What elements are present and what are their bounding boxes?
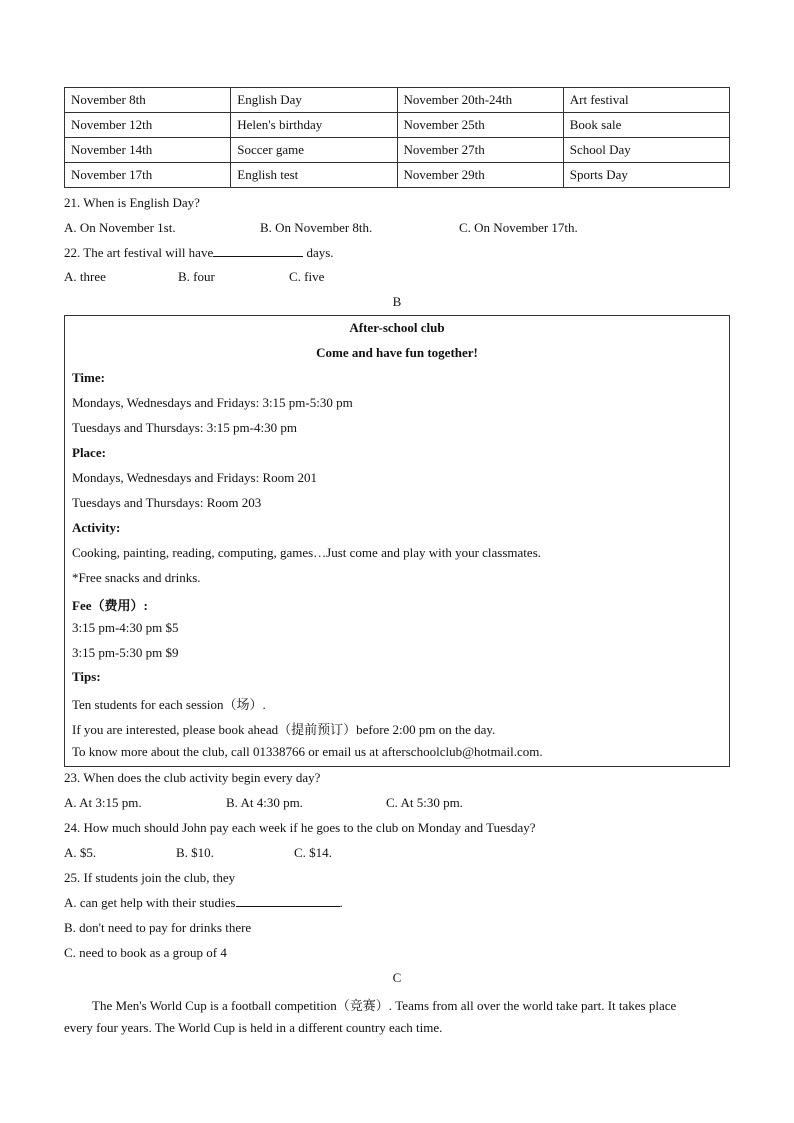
tips-line: If you are interested, please book ahead（提前预订）before 2:00 pm on the day. bbox=[72, 722, 496, 737]
table-cell: Art festival bbox=[563, 88, 729, 113]
passage-c-line-2: every four years. The World Cup is held in a different country each time. bbox=[64, 1020, 443, 1035]
q22-question-start: 22. The art festival will have bbox=[64, 245, 214, 260]
question-21: 21. When is English Day? bbox=[64, 195, 200, 210]
table-cell: November 29th bbox=[397, 163, 563, 188]
q25-option-a bbox=[64, 895, 343, 911]
table-cell: November 27th bbox=[397, 138, 563, 163]
q25-option-a-end: . bbox=[339, 895, 343, 910]
fee-line: 3:15 pm-5:30 pm $9 bbox=[72, 645, 179, 660]
table-cell: School Day bbox=[563, 138, 729, 163]
activity-line: Cooking, painting, reading, computing, games…Just come and play with your classmates. bbox=[72, 545, 542, 560]
q21-option-b: B. On November 8th. bbox=[260, 220, 373, 235]
q22-option-c: C. five bbox=[289, 269, 325, 284]
question-22 bbox=[64, 245, 334, 261]
club-subtitle: Come and have fun together! bbox=[316, 345, 478, 360]
q24-option-a: A. $5. bbox=[64, 845, 97, 860]
club-title: After-school club bbox=[349, 320, 445, 335]
q23-option-c: C. At 5:30 pm. bbox=[386, 795, 463, 810]
q22-question-end: days. bbox=[303, 245, 334, 260]
q21-option-c: C. On November 17th. bbox=[459, 220, 578, 235]
q22-option-a: A. three bbox=[64, 269, 106, 284]
q24-option-b: B. $10. bbox=[176, 845, 214, 860]
q24-option-c: C. $14. bbox=[294, 845, 332, 860]
club-notice-box bbox=[64, 315, 730, 767]
fee-line: 3:15 pm-4:30 pm $5 bbox=[72, 620, 179, 635]
passage-c-line-1: The Men's World Cup is a football competition（竞赛）. Teams from all over the world take part. It takes place bbox=[92, 998, 677, 1013]
table-cell: November 20th-24th bbox=[397, 88, 563, 113]
q23-option-a: A. At 3:15 pm. bbox=[64, 795, 142, 810]
q23-option-b: B. At 4:30 pm. bbox=[226, 795, 303, 810]
question-25: 25. If students join the club, they bbox=[64, 870, 236, 885]
table-cell: November 14th bbox=[65, 138, 231, 163]
time-line: Mondays, Wednesdays and Fridays: 3:15 pm-5:30 pm bbox=[72, 395, 353, 410]
question-24: 24. How much should John pay each week if he goes to the club on Monday and Tuesday? bbox=[64, 820, 536, 835]
section-b-label: B bbox=[392, 294, 402, 309]
section-c-label: C bbox=[392, 970, 402, 985]
time-line: Tuesdays and Thursdays: 3:15 pm-4:30 pm bbox=[72, 420, 297, 435]
table-cell: English Day bbox=[231, 88, 397, 113]
table-cell: November 12th bbox=[65, 113, 231, 138]
activity-line: *Free snacks and drinks. bbox=[72, 570, 201, 585]
place-line: Tuesdays and Thursdays: Room 203 bbox=[72, 495, 262, 510]
table-cell: November 25th bbox=[397, 113, 563, 138]
table-cell: November 17th bbox=[65, 163, 231, 188]
events-table bbox=[64, 87, 730, 188]
table-row bbox=[65, 113, 730, 138]
question-23: 23. When does the club activity begin every day? bbox=[64, 770, 321, 785]
table-cell: November 8th bbox=[65, 88, 231, 113]
table-cell: Soccer game bbox=[231, 138, 397, 163]
place-heading: Place: bbox=[72, 445, 106, 460]
fee-heading: Fee（费用）: bbox=[72, 598, 148, 613]
table-row bbox=[65, 163, 730, 188]
q25-option-a-text: A. can get help with their studies bbox=[64, 895, 236, 910]
q25-option-b: B. don't need to pay for drinks there bbox=[64, 920, 252, 935]
activity-heading: Activity: bbox=[72, 520, 121, 535]
place-line: Mondays, Wednesdays and Fridays: Room 201 bbox=[72, 470, 317, 485]
table-row bbox=[65, 138, 730, 163]
table-cell: English test bbox=[231, 163, 397, 188]
tips-line: Ten students for each session（场）. bbox=[72, 697, 266, 712]
tips-line: To know more about the club, call 01338766 or email us at afterschoolclub@hotmail.com. bbox=[72, 744, 543, 759]
q21-option-a: A. On November 1st. bbox=[64, 220, 176, 235]
table-cell: Book sale bbox=[563, 113, 729, 138]
table-row bbox=[65, 88, 730, 113]
q25-option-c: C. need to book as a group of 4 bbox=[64, 945, 227, 960]
table-cell: Helen's birthday bbox=[231, 113, 397, 138]
q22-option-b: B. four bbox=[178, 269, 215, 284]
time-heading: Time: bbox=[72, 370, 105, 385]
table-cell: Sports Day bbox=[563, 163, 729, 188]
tips-heading: Tips: bbox=[72, 669, 101, 684]
answer-blank bbox=[236, 895, 340, 907]
answer-blank bbox=[213, 245, 303, 257]
